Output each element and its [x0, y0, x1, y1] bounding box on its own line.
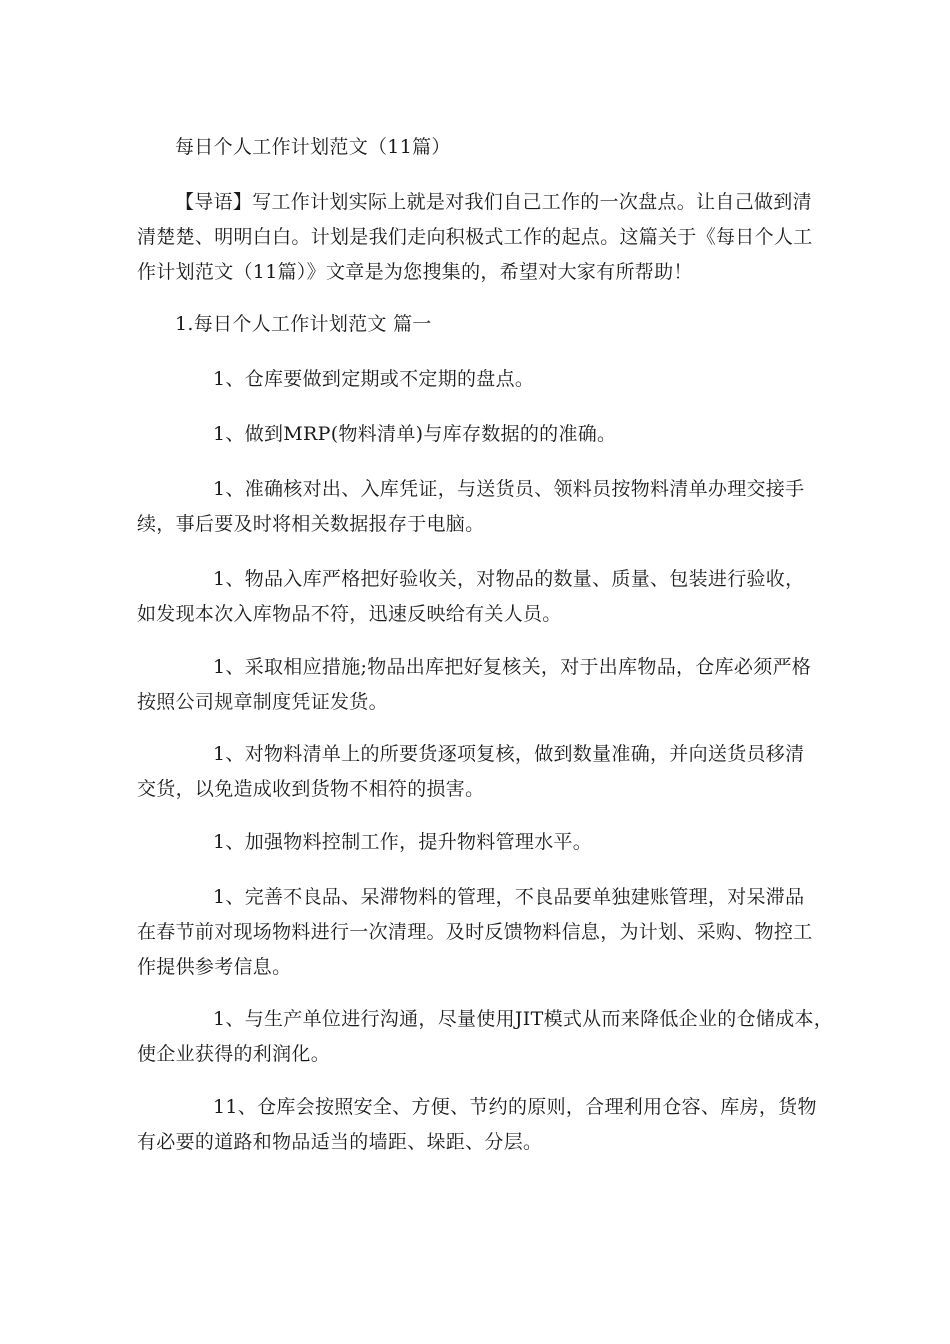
list-item-continuation: 在春节前对现场物料进行一次清理。及时反馈物料信息，为计划、采购、物控工 — [137, 921, 813, 943]
list-item: 1、加强物料控制工作，提升物料管理水平。 — [213, 831, 593, 853]
list-item: 1、对物料清单上的所要货逐项复核，做到数量准确，并向送货员移清 — [213, 743, 805, 765]
list-item: 11、仓库会按照安全、方便、节约的原则，合理利用仓容、库房，货物 — [213, 1096, 817, 1118]
list-item: 1、做到MRP(物料清单)与库存数据的的准确。 — [213, 423, 617, 445]
list-item-continuation: 作提供参考信息。 — [137, 956, 292, 978]
list-item: 1、仓库要做到定期或不定期的盘点。 — [213, 368, 535, 390]
intro-line-1: 【导语】写工作计划实际上就是对我们自己工作的一次盘点。让自己做到清 — [175, 191, 812, 213]
list-item: 1、准确核对出、入库凭证，与送货员、领料员按物料清单办理交接手 — [213, 478, 805, 500]
section-heading: 1.每日个人工作计划范文 篇一 — [175, 313, 432, 335]
intro-line-3: 作计划范文（11篇）》文章是为您搜集的，希望对大家有所帮助！ — [137, 261, 693, 283]
page-title: 每日个人工作计划范文（11篇） — [175, 136, 451, 158]
list-item-continuation: 交货，以免造成收到货物不相符的损害。 — [137, 778, 485, 800]
list-item: 1、完善不良品、呆滞物料的管理，不良品要单独建账管理，对呆滞品 — [213, 886, 805, 908]
list-item: 1、物品入库严格把好验收关，对物品的数量、质量、包装进行验收， — [213, 568, 805, 590]
list-item-continuation: 如发现本次入库物品不符，迅速反映给有关人员。 — [137, 603, 562, 625]
list-item-continuation: 续，事后要及时将相关数据报存于电脑。 — [137, 513, 485, 535]
list-item: 1、与生产单位进行沟通，尽量使用JIT模式从而来降低企业的仓储成本， — [213, 1008, 834, 1030]
intro-line-2: 清楚楚、明明白白。计划是我们走向积极式工作的起点。这篇关于《每日个人工 — [137, 226, 813, 248]
list-item-continuation: 有必要的道路和物品适当的墙距、垛距、分层。 — [137, 1131, 543, 1153]
list-item-continuation: 按照公司规章制度凭证发货。 — [137, 691, 388, 713]
list-item-continuation: 使企业获得的利润化。 — [137, 1043, 331, 1065]
list-item: 1、采取相应措施;物品出库把好复核关，对于出库物品，仓库必须严格 — [213, 656, 812, 678]
